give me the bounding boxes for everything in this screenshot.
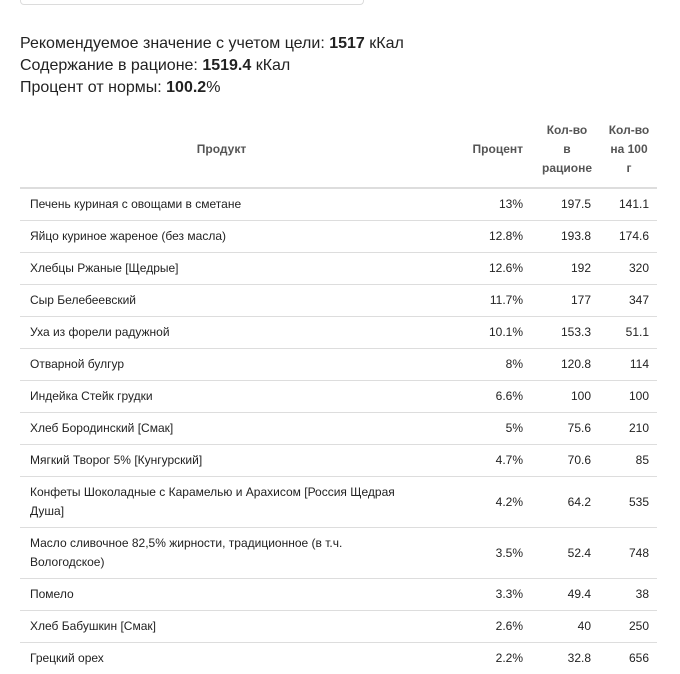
table-row (20, 643, 657, 674)
cell-amount: 64.2 (531, 477, 603, 528)
percent-unit: % (206, 79, 220, 96)
cell-per100: 320 (603, 253, 657, 285)
cell-per100: 38 (603, 579, 657, 611)
cell-percent: 6.6% (423, 381, 531, 413)
header-per100 (603, 117, 657, 188)
cell-amount: 49.4 (531, 579, 603, 611)
cell-product: Масло сливочное 82,5% жирности, традиционное (в т.ч. Вологодское) (20, 528, 423, 579)
products-table (20, 117, 657, 674)
norm-percent-line (20, 77, 404, 99)
cell-percent: 5% (423, 413, 531, 445)
cell-product: Сыр Белебеевский (20, 285, 423, 317)
cell-per100: 748 (603, 528, 657, 579)
cell-amount: 120.8 (531, 349, 603, 381)
cell-per100: 114 (603, 349, 657, 381)
table-row (20, 611, 657, 643)
header-percent: Процент (423, 117, 531, 188)
cell-product: Помело (20, 579, 423, 611)
diet-calories-line (20, 55, 404, 77)
cell-product: Яйцо куриное жареное (без масла) (20, 221, 423, 253)
cell-per100: 100 (603, 381, 657, 413)
table-header-row (20, 117, 657, 188)
content-label: Содержание в рационе: (20, 57, 202, 74)
cell-amount: 193.8 (531, 221, 603, 253)
recommended-calories-line (20, 33, 404, 55)
table-row (20, 445, 657, 477)
cell-percent: 11.7% (423, 285, 531, 317)
cell-amount: 177 (531, 285, 603, 317)
header-per100-line2: на 100 (610, 142, 647, 156)
cell-product: Конфеты Шоколадные с Карамелью и Арахисом [Россия Щедрая Душа] (20, 477, 423, 528)
cell-percent: 13% (423, 188, 531, 221)
input-field-edge[interactable] (20, 0, 364, 5)
cell-amount: 100 (531, 381, 603, 413)
cell-amount: 75.6 (531, 413, 603, 445)
cell-product: Мягкий Творог 5% [Кунгурский] (20, 445, 423, 477)
table-row (20, 477, 657, 528)
cell-percent: 2.2% (423, 643, 531, 674)
content-value: 1519.4 (202, 57, 251, 74)
cell-percent: 4.7% (423, 445, 531, 477)
cell-amount: 52.4 (531, 528, 603, 579)
cell-per100: 210 (603, 413, 657, 445)
cell-per100: 656 (603, 643, 657, 674)
header-per100-line3: г (627, 161, 632, 175)
cell-product: Грецкий орех (20, 643, 423, 674)
cell-per100: 250 (603, 611, 657, 643)
table-row (20, 221, 657, 253)
cell-percent: 12.6% (423, 253, 531, 285)
table-row (20, 381, 657, 413)
cell-product: Индейка Стейк грудки (20, 381, 423, 413)
cell-product: Уха из форели радужной (20, 317, 423, 349)
cell-per100: 174.6 (603, 221, 657, 253)
cell-percent: 2.6% (423, 611, 531, 643)
header-amount-line1: Кол-во (547, 123, 588, 137)
cell-percent: 3.3% (423, 579, 531, 611)
cell-amount: 192 (531, 253, 603, 285)
table-row (20, 413, 657, 445)
cell-percent: 10.1% (423, 317, 531, 349)
cell-amount: 153.3 (531, 317, 603, 349)
table-body (20, 188, 657, 674)
table-row (20, 349, 657, 381)
table-row (20, 188, 657, 221)
cell-percent: 3.5% (423, 528, 531, 579)
table-row (20, 285, 657, 317)
cell-amount: 70.6 (531, 445, 603, 477)
cell-per100: 347 (603, 285, 657, 317)
cell-product: Печень куриная с овощами в сметане (20, 188, 423, 221)
cell-percent: 12.8% (423, 221, 531, 253)
header-amount-line3: рационе (542, 161, 592, 175)
table-row (20, 579, 657, 611)
cell-per100: 51.1 (603, 317, 657, 349)
table-row (20, 317, 657, 349)
cell-per100: 85 (603, 445, 657, 477)
table-row (20, 528, 657, 579)
table-row (20, 253, 657, 285)
cell-product: Хлебцы Ржаные [Щедрые] (20, 253, 423, 285)
percent-value: 100.2 (166, 79, 206, 96)
header-amount (531, 117, 603, 188)
calorie-summary (20, 33, 404, 99)
cell-product: Хлеб Бородинский [Смак] (20, 413, 423, 445)
cell-percent: 8% (423, 349, 531, 381)
cell-amount: 197.5 (531, 188, 603, 221)
content-unit: кКал (251, 57, 290, 74)
cell-amount: 32.8 (531, 643, 603, 674)
cell-amount: 40 (531, 611, 603, 643)
percent-label: Процент от нормы: (20, 79, 166, 96)
cell-product: Хлеб Бабушкин [Смак] (20, 611, 423, 643)
cell-per100: 141.1 (603, 188, 657, 221)
header-amount-line2: в (563, 142, 570, 156)
cell-per100: 535 (603, 477, 657, 528)
recommended-unit: кКал (365, 35, 404, 52)
cell-percent: 4.2% (423, 477, 531, 528)
recommended-value: 1517 (329, 35, 365, 52)
header-per100-line1: Кол-во (609, 123, 650, 137)
header-product: Продукт (20, 117, 423, 188)
cell-product: Отварной булгур (20, 349, 423, 381)
recommended-label: Рекомендуемое значение с учетом цели: (20, 35, 329, 52)
